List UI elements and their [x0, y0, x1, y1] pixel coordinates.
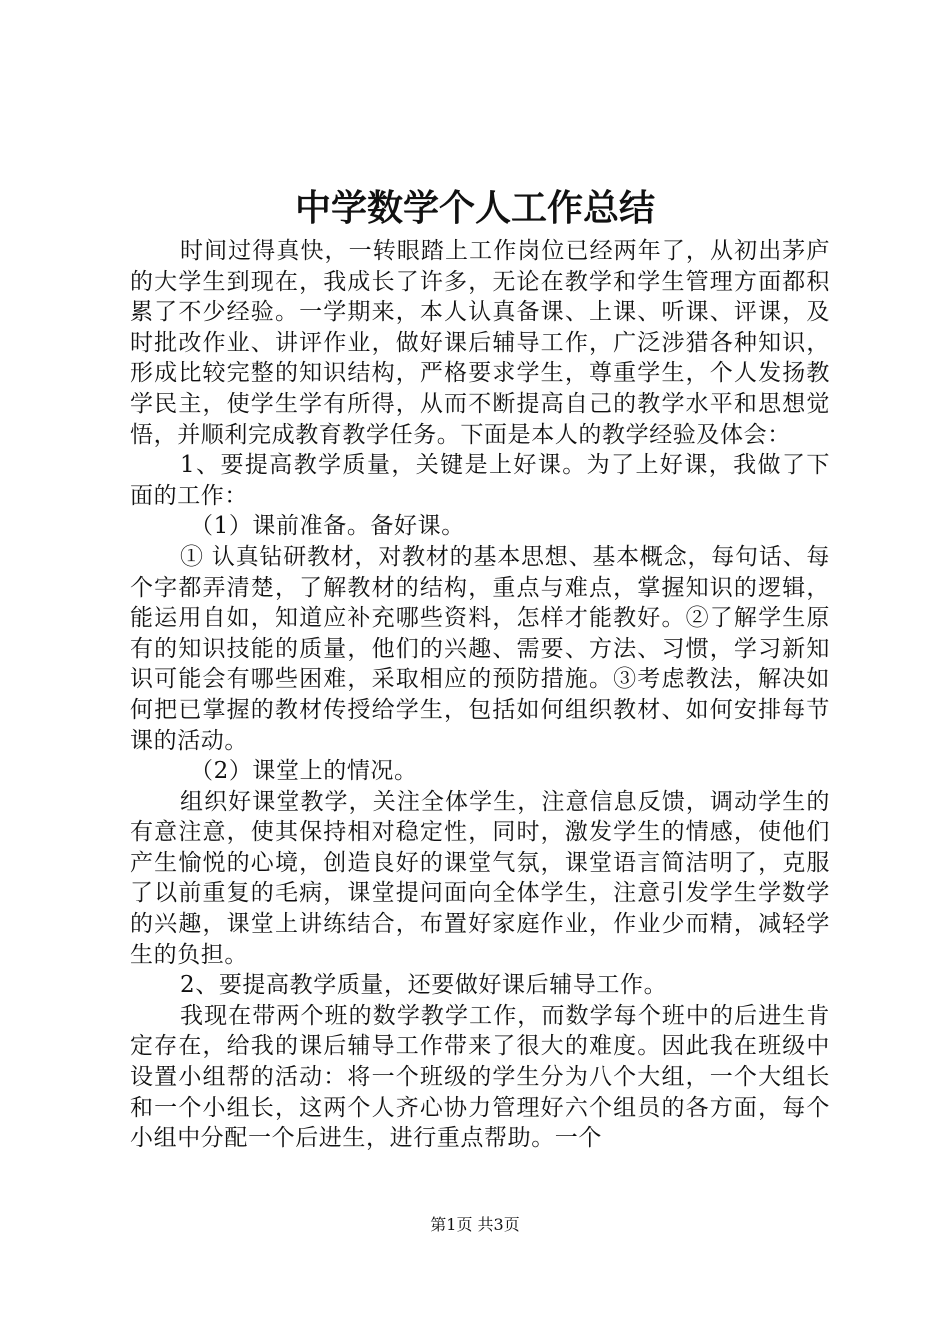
paragraph: 我现在带两个班的数学教学工作，而数学每个班中的后进生肯定存在，给我的课后辅导工作带来了很大的难度。因此我在班级中设置小组帮的活动：将一个班级的学生分为八个大组，一个大组长和一个小组长，这两个人齐心协力管理好六个组员的各方面，每个小组中分配一个后进生，进行重点帮助。一个: [130, 1002, 830, 1152]
paragraph: 2、要提高教学质量，还要做好课后辅导工作。: [180, 972, 668, 999]
page-title: 中学数学个人工作总结: [294, 187, 655, 229]
paragraph: 组织好课堂教学，关注全体学生，注意信息反馈，调动学生的有意注意，使其保持相对稳定性，同时，激发学生的情感，使他们产生愉悦的心境，创造良好的课堂气氛，课堂语言简洁明了，克服了以前重复的毛病，课堂提问面向全体学生，注意引发学生学数学的兴趣，课堂上讲练结合，布置好家庭作业，作业少而精，减轻学生的负担。: [130, 788, 830, 968]
page-footer: 第1页 共3页: [430, 1215, 520, 1234]
paragraph: （1）课前准备。备好课。: [190, 513, 465, 540]
paragraph: ① 认真钻研教材，对教材的基本思想、基本概念，每句话、每个字都弄清楚，了解教材的结构，重点与难点，掌握知识的逻辑，能运用自如，知道应补充哪些资料，怎样才能教好。②了解学生原有的知识技能的质量，他们的兴趣、需要、方法、习惯，学习新知识可能会有哪些困难，采取相应的预防措施。③考虑教法，解决如何把已掌握的教材传授给学生，包括如何组织教材、如何安排每节课的活动。: [130, 543, 830, 754]
document-body: [130, 236, 830, 1154]
paragraph: 时间过得真快，一转眼踏上工作岗位已经两年了，从初出茅庐的大学生到现在，我成长了许多，无论在教学和学生管理方面都积累了不少经验。一学期来，本人认真备课、上课、听课、评课，及时批改作业、讲评作业，做好课后辅导工作，广泛涉猎各种知识，形成比较完整的知识结构，严格要求学生，尊重学生，个人发扬教学民主，使学生学有所得，从而不断提高自己的教学水平和思想觉悟，并顺利完成教育教学任务。下面是本人的教学经验及体会：: [130, 238, 830, 448]
paragraph: 1、要提高教学质量，关键是上好课。为了上好课，我做了下面的工作：: [130, 452, 830, 509]
paragraph: （2）课堂上的情况。: [190, 758, 418, 785]
